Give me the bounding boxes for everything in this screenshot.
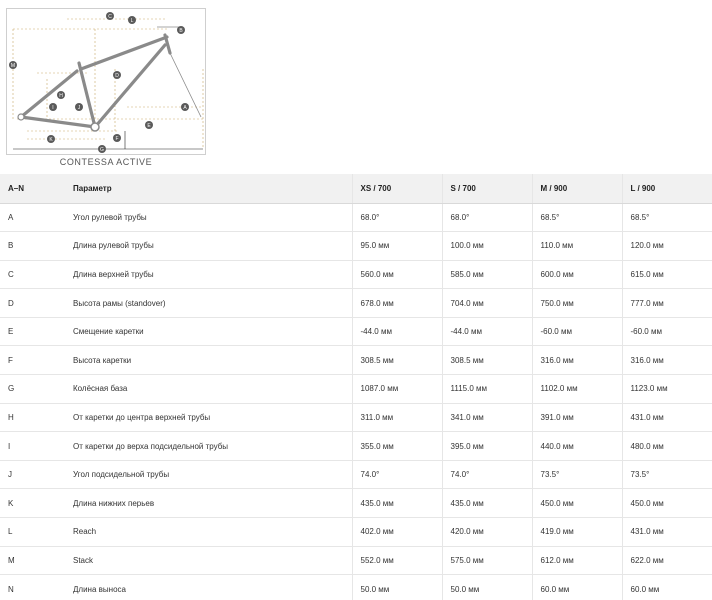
label-i: I: [52, 104, 54, 111]
cell-code: L: [0, 518, 60, 547]
table-row: [0, 460, 712, 489]
cell-value: 440.0 мм: [532, 432, 622, 461]
cell-value: 60.0 мм: [532, 575, 622, 600]
cell-value: 1087.0 мм: [352, 375, 442, 404]
table-row: [0, 260, 712, 289]
cell-parameter: Длина верхней трубы: [60, 260, 352, 289]
cell-value: 1102.0 мм: [532, 375, 622, 404]
cell-parameter: Reach: [60, 518, 352, 547]
cell-value: 100.0 мм: [442, 232, 532, 261]
model-name: CONTESSA ACTIVE: [59, 157, 153, 167]
cell-value: 68.0°: [352, 203, 442, 232]
cell-value: 420.0 мм: [442, 518, 532, 547]
table-header-row: [0, 174, 712, 203]
cell-parameter: Длина выноса: [60, 575, 352, 600]
table-row: [0, 232, 712, 261]
cell-value: 68.5°: [532, 203, 622, 232]
cell-value: 50.0 мм: [442, 575, 532, 600]
cell-value: -44.0 мм: [352, 317, 442, 346]
table-row: [0, 375, 712, 404]
cell-code: G: [0, 375, 60, 404]
cell-code: N: [0, 575, 60, 600]
cell-value: 73.5°: [622, 460, 712, 489]
cell-value: 68.0°: [442, 203, 532, 232]
label-f: F: [115, 135, 119, 142]
cell-value: 110.0 мм: [532, 232, 622, 261]
cell-value: 120.0 мм: [622, 232, 712, 261]
table-row: [0, 403, 712, 432]
cell-value: 622.0 мм: [622, 546, 712, 575]
cell-value: 60.0 мм: [622, 575, 712, 600]
cell-value: 1123.0 мм: [622, 375, 712, 404]
cell-parameter: Stack: [60, 546, 352, 575]
cell-value: 73.5°: [532, 460, 622, 489]
cell-code: F: [0, 346, 60, 375]
cell-value: 402.0 мм: [352, 518, 442, 547]
label-b: B: [179, 27, 183, 34]
cell-value: 431.0 мм: [622, 518, 712, 547]
header-size-m: M / 900: [532, 174, 622, 203]
cell-parameter: Угол рулевой трубы: [60, 203, 352, 232]
cell-parameter: Угол подсидельной трубы: [60, 460, 352, 489]
label-a: A: [183, 104, 187, 111]
cell-value: 777.0 мм: [622, 289, 712, 318]
cell-parameter: Высота рамы (standover): [60, 289, 352, 318]
cell-value: 95.0 мм: [352, 232, 442, 261]
table-row: [0, 518, 712, 547]
cell-code: C: [0, 260, 60, 289]
table-row: [0, 346, 712, 375]
cell-parameter: Длина рулевой трубы: [60, 232, 352, 261]
cell-value: 704.0 мм: [442, 289, 532, 318]
cell-code: B: [0, 232, 60, 261]
cell-value: 316.0 мм: [532, 346, 622, 375]
table-row: [0, 546, 712, 575]
cell-value: 560.0 мм: [352, 260, 442, 289]
cell-value: 600.0 мм: [532, 260, 622, 289]
label-g: G: [100, 146, 104, 153]
cell-value: 311.0 мм: [352, 403, 442, 432]
header-size-xs: XS / 700: [352, 174, 442, 203]
cell-value: 450.0 мм: [532, 489, 622, 518]
cell-code: K: [0, 489, 60, 518]
cell-value: 341.0 мм: [442, 403, 532, 432]
header-an: A–N: [0, 174, 60, 203]
cell-value: 391.0 мм: [532, 403, 622, 432]
cell-parameter: От каретки до верха подсидельной трубы: [60, 432, 352, 461]
geometry-diagram: [6, 8, 206, 155]
cell-code: I: [0, 432, 60, 461]
cell-value: 74.0°: [352, 460, 442, 489]
cell-value: 1115.0 мм: [442, 375, 532, 404]
cell-code: E: [0, 317, 60, 346]
cell-code: D: [0, 289, 60, 318]
dimension-labels: [9, 12, 189, 153]
cell-value: 395.0 мм: [442, 432, 532, 461]
label-j: J: [77, 104, 81, 111]
cell-value: 435.0 мм: [442, 489, 532, 518]
cell-value: 435.0 мм: [352, 489, 442, 518]
cell-value: 480.0 мм: [622, 432, 712, 461]
cell-parameter: Колёсная база: [60, 375, 352, 404]
cell-code: H: [0, 403, 60, 432]
label-m: M: [10, 62, 16, 69]
table-row: [0, 289, 712, 318]
table-row: [0, 317, 712, 346]
cell-value: -60.0 мм: [622, 317, 712, 346]
cell-value: 552.0 мм: [352, 546, 442, 575]
cell-parameter: От каретки до центра верхней трубы: [60, 403, 352, 432]
cell-code: J: [0, 460, 60, 489]
bike-frame-drawing: [7, 9, 207, 156]
cell-value: 419.0 мм: [532, 518, 622, 547]
cell-code: A: [0, 203, 60, 232]
header-param: Параметр: [60, 174, 352, 203]
label-e: E: [147, 122, 151, 129]
cell-value: 678.0 мм: [352, 289, 442, 318]
header-size-l: L / 900: [622, 174, 712, 203]
cell-value: 750.0 мм: [532, 289, 622, 318]
label-k: K: [49, 136, 53, 143]
cell-value: -44.0 мм: [442, 317, 532, 346]
label-d: D: [115, 72, 119, 79]
cell-value: 316.0 мм: [622, 346, 712, 375]
cell-value: 615.0 мм: [622, 260, 712, 289]
label-l: L: [130, 17, 134, 24]
cell-value: 450.0 мм: [622, 489, 712, 518]
cell-parameter: Длина нижних перьев: [60, 489, 352, 518]
label-c: C: [108, 13, 112, 20]
cell-value: 575.0 мм: [442, 546, 532, 575]
table-row: [0, 203, 712, 232]
cell-value: 308.5 мм: [442, 346, 532, 375]
cell-value: 431.0 мм: [622, 403, 712, 432]
table-row: [0, 575, 712, 600]
cell-parameter: Смещение каретки: [60, 317, 352, 346]
label-h: H: [59, 92, 63, 99]
cell-value: 585.0 мм: [442, 260, 532, 289]
cell-value: 612.0 мм: [532, 546, 622, 575]
table-row: [0, 432, 712, 461]
cell-value: -60.0 мм: [532, 317, 622, 346]
cell-value: 355.0 мм: [352, 432, 442, 461]
table-row: [0, 489, 712, 518]
cell-value: 308.5 мм: [352, 346, 442, 375]
cell-value: 74.0°: [442, 460, 532, 489]
cell-value: 50.0 мм: [352, 575, 442, 600]
cell-parameter: Высота каретки: [60, 346, 352, 375]
header-size-s: S / 700: [442, 174, 532, 203]
cell-value: 68.5°: [622, 203, 712, 232]
geometry-table: [0, 174, 712, 600]
cell-code: M: [0, 546, 60, 575]
